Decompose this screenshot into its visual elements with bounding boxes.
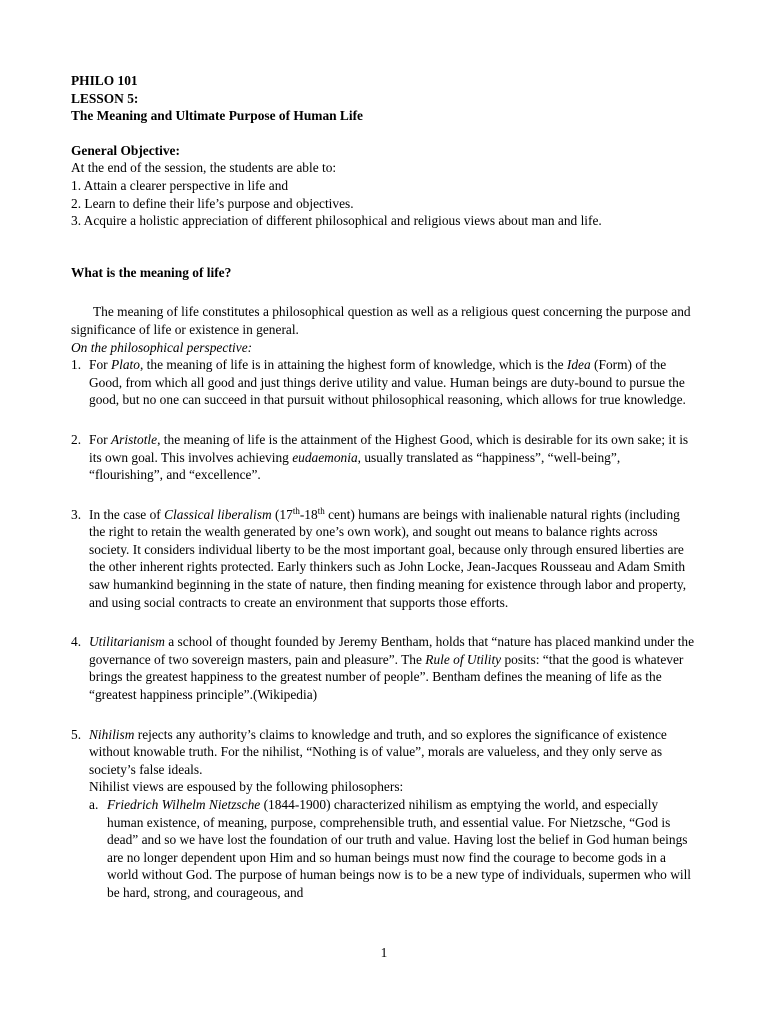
objective-item-2: 2. Learn to define their life’s purpose and objectives. bbox=[71, 195, 354, 211]
item-number: 3. bbox=[71, 506, 82, 522]
term: Idea bbox=[566, 357, 591, 373]
list-item-classical-liberalism bbox=[71, 506, 696, 612]
term: Rule of Utility bbox=[425, 651, 502, 667]
lesson-title: The Meaning and Ultimate Purpose of Human Life bbox=[71, 108, 363, 124]
page-content bbox=[71, 72, 696, 902]
item-text: posits: “that the good is whatever brings the greatest happiness to the greatest number of people”. Bentham defines the meaning of life as the “greatest happiness principle”.(Wikipedia) bbox=[89, 651, 684, 703]
sub-item-letter: a. bbox=[89, 797, 99, 812]
item-text: a school of thought founded by Jeremy Bentham, holds that “nature has placed mankind under the governance of two sovereign masters, pain and pleasure”. The bbox=[89, 634, 695, 667]
item-text: , usually translated as “happiness”, “well-being”, “flourishing”, and “excellence”. bbox=[89, 449, 621, 483]
school-name: Classical liberalism bbox=[164, 506, 272, 522]
school-name: Nihilism bbox=[89, 726, 135, 742]
item-text: In the case of bbox=[89, 506, 165, 522]
nihilism-note: Nihilist views are espoused by the following philosophers: bbox=[89, 779, 404, 795]
objective-item-1: 1. Attain a clearer perspective in life and bbox=[71, 177, 289, 193]
item-number: 1. bbox=[71, 357, 82, 373]
superscript: th bbox=[317, 505, 325, 516]
list-item-utilitarianism bbox=[71, 633, 696, 703]
item-text: -18 bbox=[299, 506, 318, 522]
list-item-plato bbox=[71, 356, 696, 409]
item-text: (17 bbox=[271, 506, 293, 522]
objective-item-3: 3. Acquire a holistic appreciation of different philosophical and religious views about man and life. bbox=[71, 213, 602, 229]
item-text: (Form) of the Good, from which all good and just things derive utility and value. Human beings are duty-bound to pursue the good, but no one can succeed in that pursuit without philosophical reasoning, which allows for true knowledge. bbox=[89, 357, 686, 408]
item-text: , the meaning of life is in attaining the highest form of knowledge, which is the bbox=[139, 357, 567, 373]
superscript: th bbox=[292, 505, 300, 516]
item-number: 2. bbox=[71, 431, 82, 447]
objective-intro: At the end of the session, the students are able to: bbox=[71, 160, 337, 176]
term: eudaemonia bbox=[292, 449, 358, 465]
page-number: 1 bbox=[380, 945, 388, 960]
item-text: (1844-1900) characterized nihilism as emptying the world, and especially human existence, of meaning, purpose, comprehensible truth, and essential value. For Nietzsche, “God is dead” and so we have lost the foundation of our truth and value. Having lost the belief in God human beings are no longer dependent upon Him and so human beings must now find the courage to become gods in a world without God. The purpose of human beings now is to be a new type of individuals, supermen who will be hard, strong, and courageous, and bbox=[107, 797, 692, 900]
philosopher-name: Aristotle bbox=[110, 431, 158, 447]
lesson-number: LESSON 5: bbox=[71, 90, 139, 106]
item-number: 5. bbox=[71, 726, 82, 742]
objective-heading: General Objective: bbox=[71, 142, 180, 158]
item-text: rejects any authority’s claims to knowledge and truth, and so explores the significance of existence without knowable truth. For the nihilist, “Nothing is of value”, morals are valueless, and they only serve as society’s false ideals. bbox=[89, 726, 667, 777]
item-text: For bbox=[89, 431, 111, 447]
list-item-aristotle bbox=[71, 431, 696, 484]
perspective-label: On the philosophical perspective: bbox=[71, 339, 253, 355]
item-text: , the meaning of life is the attainment of the Highest Good, which is desirable for its own sake; it is its own goal. This involves achieving bbox=[89, 431, 689, 465]
school-name: Utilitarianism bbox=[89, 634, 165, 650]
item-text: For bbox=[89, 357, 111, 373]
philosopher-name: Friedrich Wilhelm Nietzsche bbox=[107, 797, 261, 812]
section-intro: The meaning of life constitutes a philosophical question as well as a religious quest concerning the purpose and significance of life or existence in general. bbox=[71, 304, 691, 337]
philosopher-name: Plato bbox=[110, 357, 140, 373]
sub-item-nietzsche bbox=[71, 796, 696, 902]
section-heading: What is the meaning of life? bbox=[71, 264, 232, 280]
course-code: PHILO 101 bbox=[71, 73, 138, 88]
list-item-nihilism bbox=[71, 726, 696, 779]
item-number: 4. bbox=[71, 634, 82, 650]
item-text: cent) humans are beings with inalienable natural rights (including the right to retain the wealth generated by one’s own work), and sought out means to balance rights across society. It considers individual liberty to be the most important goal, because only through ensured liberties are the other inherent rights protected. Early thinkers such as John Locke, Jean-Jacques Rousseau and Adam Smith saw humankind beginning in the state of nature, then finding meaning for existence through labor and property, and using social contracts to create an environment that supports those efforts. bbox=[89, 506, 687, 610]
